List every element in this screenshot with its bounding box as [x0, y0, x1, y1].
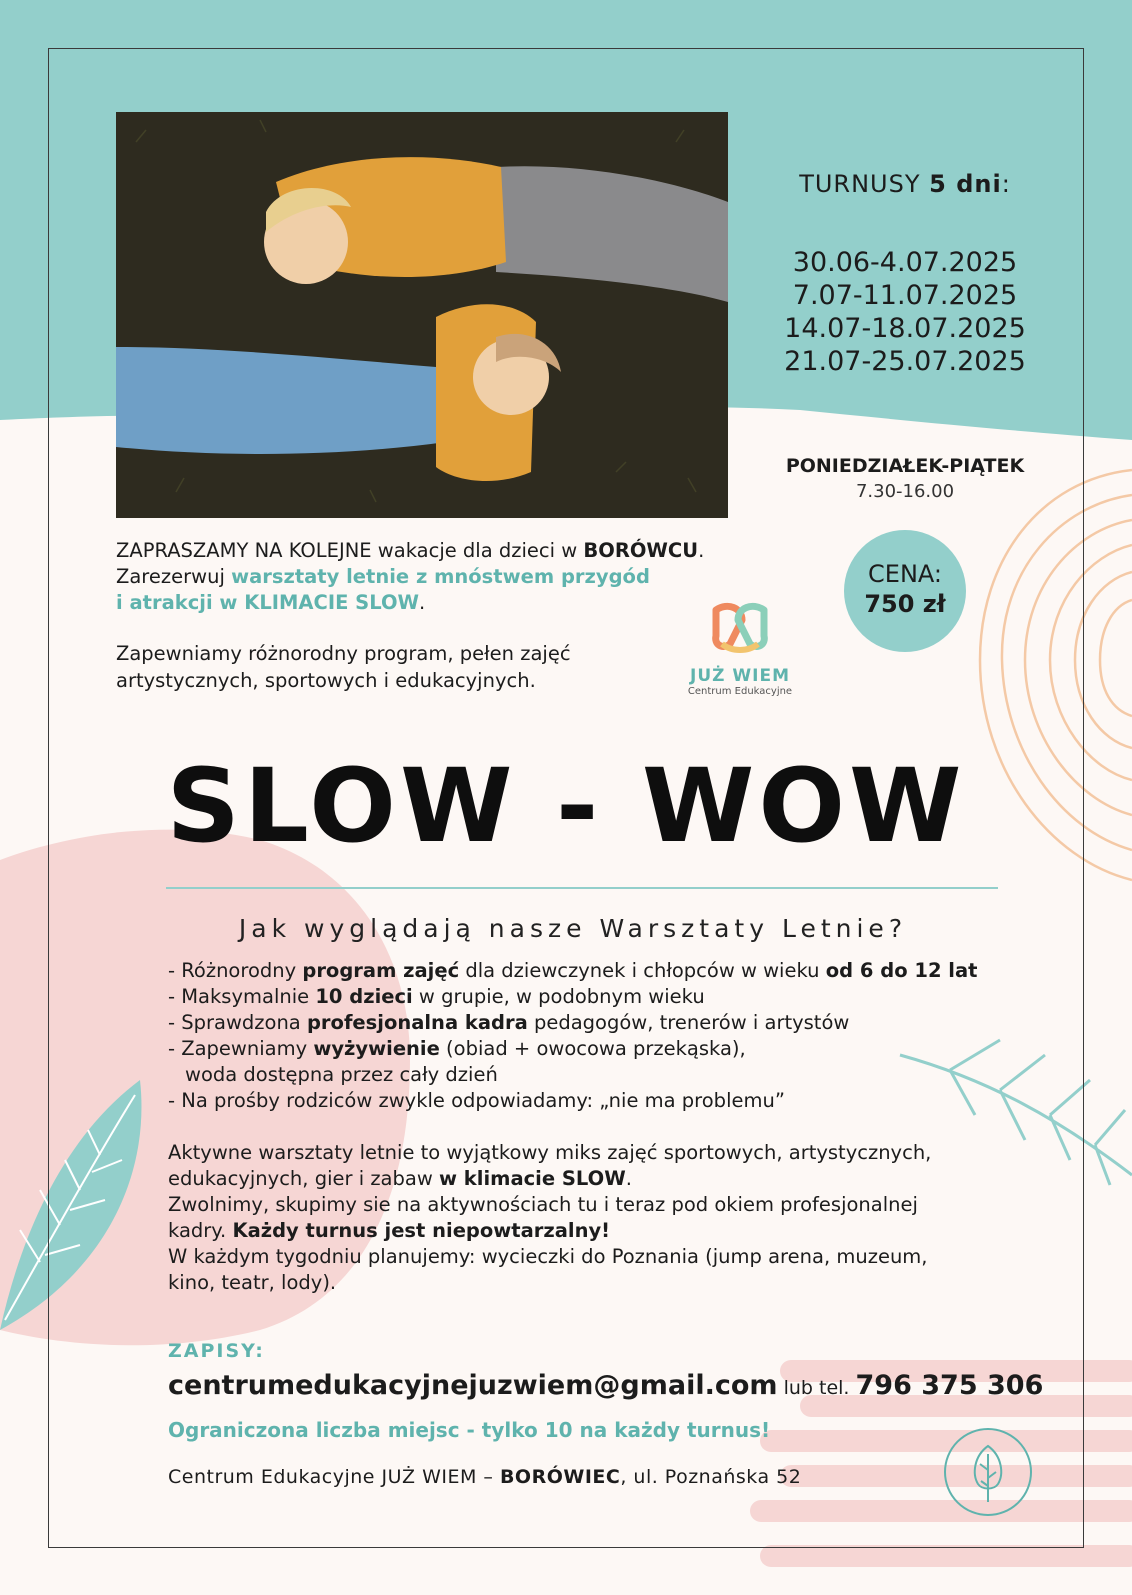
signup-label: ZAPISY: [168, 1340, 265, 1362]
divider [166, 887, 998, 889]
hours-label: 7.30-16.00 [855, 481, 955, 502]
logo-subtitle: Centrum Edukacyjne [687, 686, 793, 697]
intro-text: ZAPRASZAMY NA KOLEJNE wakacje dla dzieci w BORÓWCU. Zarezerwuj warsztaty letnie z mnóstwem przygód i atrakcji w KLIMACIE SLOW. [116, 539, 705, 614]
turnus-date: 30.06-4.07.2025 [792, 247, 1018, 278]
features-list [168, 958, 1048, 1114]
turnusy-heading: TURNUSY 5 dni: [799, 170, 1011, 198]
list-item: - Maksymalnie 10 dzieci w grupie, w podobnym wieku [168, 985, 705, 1008]
main-headline: SLOW - WOW [166, 747, 966, 866]
list-item: - Na prośby rodziców zwykle odpowiadamy: „nie ma problemu” [168, 1089, 785, 1112]
juz-wiem-logo [680, 600, 800, 697]
turnus-date: 21.07-25.07.2025 [784, 346, 1026, 377]
children-photo [116, 112, 728, 518]
contact-line: centrumedukacyjnejuzwiem@gmail.com lub tel. 796 375 306 [168, 1370, 1044, 1401]
weekdays-label: PONIEDZIAŁEK-PIĄTEK [785, 455, 1025, 477]
list-item-continuation: woda dostępna przez cały dzień [185, 1063, 498, 1086]
turnus-date: 7.07-11.07.2025 [792, 280, 1018, 311]
tree-icon [944, 1428, 1032, 1516]
program-description: Zapewniamy różnorodny program, pełen zajęć artystycznych, sportowych i edukacyjnych. [116, 642, 571, 692]
logo-name: JUŻ WIEM [690, 666, 790, 686]
price-label: CENA: [868, 560, 942, 588]
price-badge [844, 530, 966, 652]
email-link[interactable]: centrumedukacyjnejuzwiem@gmail.com [168, 1370, 778, 1401]
limit-notice: Ograniczona liczba miejsc - tylko 10 na każdy turnus! [168, 1418, 771, 1442]
phone-link[interactable]: 796 375 306 [855, 1370, 1044, 1401]
juz-wiem-logo-icon [708, 600, 772, 658]
turnus-date: 14.07-18.07.2025 [784, 313, 1026, 344]
list-item: - Zapewniamy wyżywienie (obiad + owocowa przekąska), [168, 1037, 746, 1060]
list-item: - Różnorodny program zajęć dla dziewczynek i chłopców w wieku od 6 do 12 lat [168, 959, 978, 982]
workshop-description: Aktywne warsztaty letnie to wyjątkowy miks zajęć sportowych, artystycznych, edukacyjnych, gier i zabaw w klimacie SLOW. Zwolnimy, skupimy sie na aktywnościach tu i teraz pod okiem profesjonalnej kadry. Każdy turnus jest niepowtarzalny! W każdym tygodniu planujemy: wycieczki do Poznania (jump arena, muzeum, kino, teatr, lody). [168, 1141, 932, 1294]
address-line: Centrum Edukacyjne JUŻ WIEM – BORÓWIEC, ul. Poznańska 52 [168, 1466, 802, 1488]
price-value: 750 zł [864, 590, 946, 618]
turnus-dates-list [760, 246, 1050, 378]
section-subheading: Jak wyglądają nasze Warsztaty Letnie? [238, 914, 908, 943]
list-item: - Sprawdzona profesjonalna kadra pedagogów, trenerów i artystów [168, 1011, 850, 1034]
